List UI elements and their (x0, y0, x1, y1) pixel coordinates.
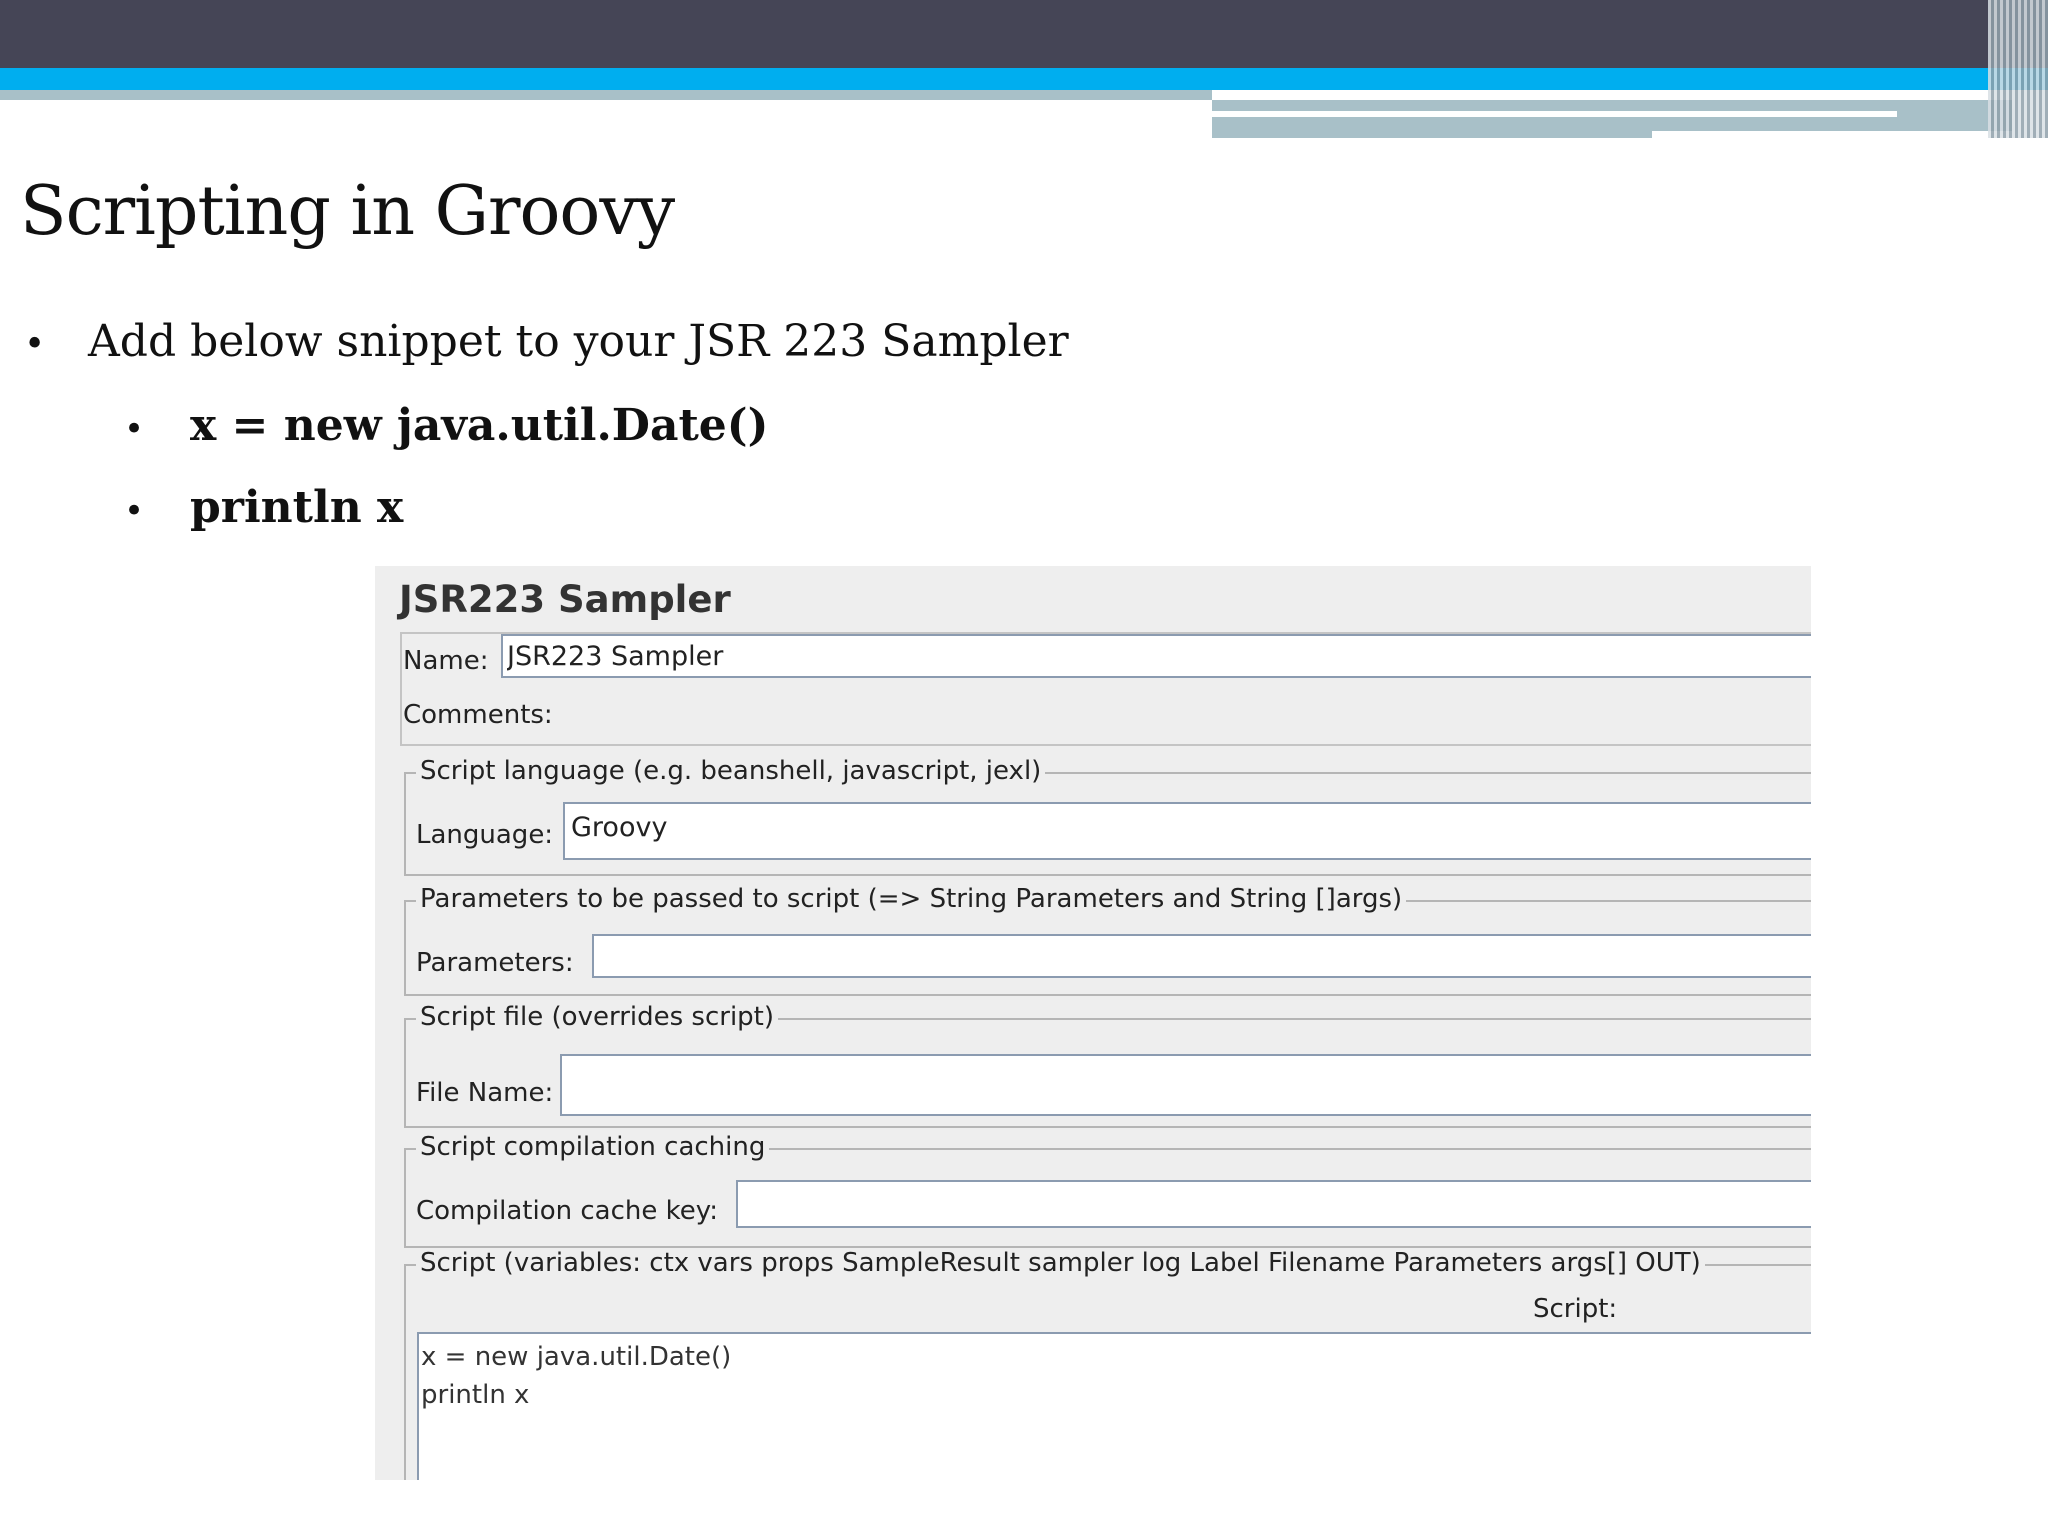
script-label: Script: (1533, 1294, 1618, 1324)
header-accent-line (1652, 131, 2012, 138)
cache-key-label: Compilation cache key: (416, 1196, 718, 1226)
parameters-input[interactable] (592, 934, 1811, 978)
group-legend: Script file (overrides script) (416, 1002, 778, 1032)
bullet-item (24, 316, 1069, 367)
script-language-group (404, 756, 1811, 876)
file-name-label: File Name: (416, 1078, 554, 1108)
header-accent-band (0, 68, 2048, 90)
language-select[interactable]: Groovy (563, 802, 1811, 860)
file-name-input[interactable] (560, 1054, 1811, 1116)
compilation-cache-group (404, 1132, 1811, 1248)
header-accent-line (1212, 111, 1897, 117)
script-line: println x (421, 1380, 530, 1410)
bullet-item (124, 482, 403, 533)
parameters-group (404, 884, 1811, 996)
bullet-marker: • (24, 324, 46, 365)
script-line: x = new java.util.Date() (421, 1342, 732, 1372)
jsr223-sampler-panel (375, 566, 1811, 1480)
sampler-title: JSR223 Sampler (399, 578, 731, 621)
bullet-text: println x (190, 482, 404, 533)
bullet-marker: • (124, 409, 145, 449)
bullet-marker: • (124, 491, 145, 531)
name-label: Name: (403, 646, 489, 676)
script-editor[interactable] (417, 1332, 1811, 1480)
name-input[interactable] (501, 634, 1811, 678)
bullet-text: Add below snippet to your JSR 223 Sampler (88, 316, 1069, 367)
bullet-text: x = new java.util.Date() (190, 400, 769, 451)
header-accent-strip (0, 90, 1212, 100)
header-stripes (1988, 0, 2048, 138)
group-legend: Script (variables: ctx vars props SampleResult sampler log Label Filename Parameters args[] OUT) (416, 1248, 1705, 1278)
group-legend: Parameters to be passed to script (=> String Parameters and String []args) (416, 884, 1406, 914)
comments-label: Comments: (403, 700, 553, 730)
header-bar (0, 0, 2048, 68)
group-legend: Script compilation caching (416, 1132, 769, 1162)
bullet-item (124, 400, 768, 451)
script-file-group (404, 1002, 1811, 1128)
slide-title: Scripting in Groovy (20, 172, 675, 251)
language-label: Language: (416, 820, 554, 850)
group-legend: Script language (e.g. beanshell, javascript, jexl) (416, 756, 1045, 786)
cache-key-input[interactable] (736, 1180, 1811, 1228)
parameters-label: Parameters: (416, 948, 574, 978)
